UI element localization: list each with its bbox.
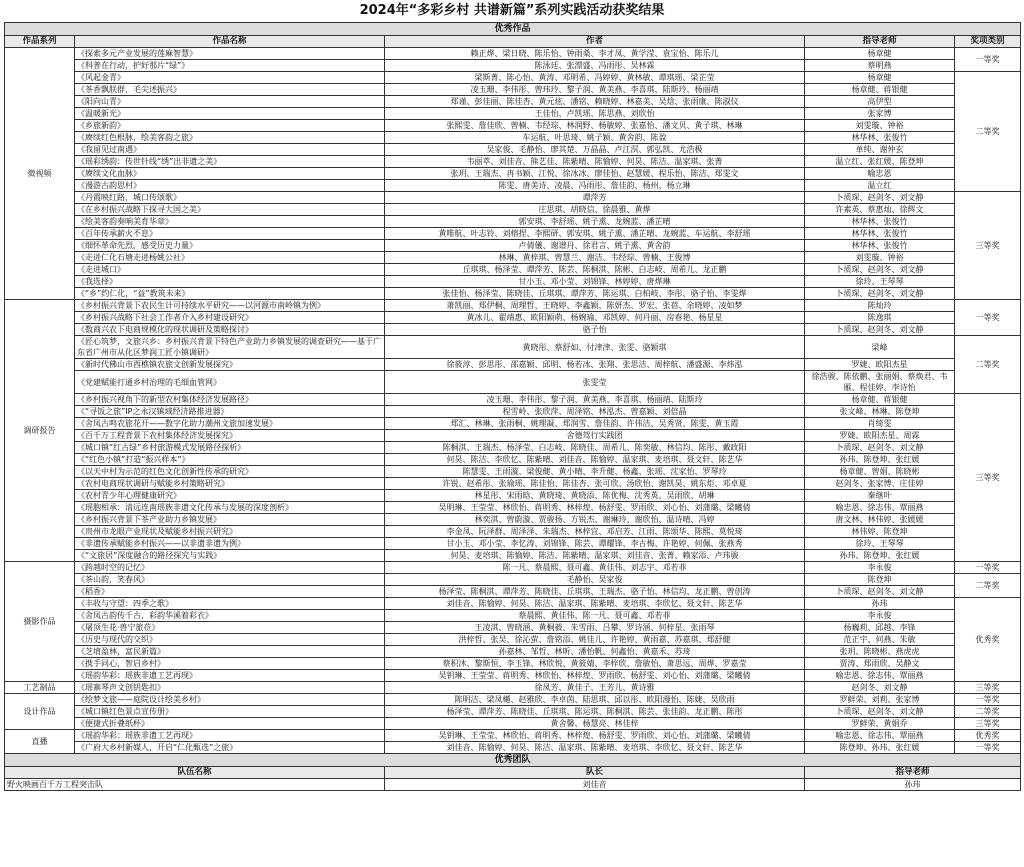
authors-cell: 甘小玉、邓小莹、刘锦锋、林婷婷、唐烨琳 bbox=[385, 276, 805, 288]
authors-cell: 甘小玉、邓小莹、李忆涛、刘锦锋、陈芸、谭耀锋、李古梅、许艳婷、何佩、张燕秀 bbox=[385, 538, 805, 550]
work-name-cell: 《广府大乡村新媒人，开启“仁化甄选”之旅》 bbox=[75, 742, 385, 754]
teachers-cell: 肖绮雯 bbox=[805, 418, 955, 430]
table-row bbox=[5, 312, 1021, 324]
table-row bbox=[5, 371, 1021, 394]
table-row bbox=[5, 610, 1021, 622]
work-name-cell: 《瑶胞相承：清远连南瑶族非遗文化传承与发展的深度剖析》 bbox=[75, 502, 385, 514]
table-row bbox=[5, 598, 1021, 610]
authors-cell: 徐凤芳、黄佳子、王芳儿、黄诗雅 bbox=[385, 682, 805, 694]
work-name-cell: 《乡旅新韵》 bbox=[75, 120, 385, 132]
teachers-cell: 卜质琛、赵剑冬、刘文静 bbox=[805, 264, 955, 276]
award-cell: 一等奖 bbox=[955, 300, 1021, 336]
table-row bbox=[5, 538, 1021, 550]
work-name-cell: 《赓续文化血脉》 bbox=[75, 168, 385, 180]
teachers-cell: 卜质琛、赵剑冬、刘文静 bbox=[805, 192, 955, 204]
table-row bbox=[5, 72, 1021, 84]
teachers-cell: 范正宇、何燕、朱敏 bbox=[805, 634, 955, 646]
teachers-cell: 高伊型 bbox=[805, 96, 955, 108]
table-row bbox=[5, 514, 1021, 526]
teachers-cell: 李永俊 bbox=[805, 562, 955, 574]
work-name-cell: 《科普在行动，护好那片“绿”》 bbox=[75, 60, 385, 72]
award-cell: 三等奖 bbox=[955, 192, 1021, 300]
table-row bbox=[5, 252, 1021, 264]
work-name-cell: 《我留见过南遇》 bbox=[75, 144, 385, 156]
authors-cell: 萧凯丽、郑伊桐、周理哲、王晓婷、李鑫颖、陈妍杰、罗宏、张蓓、余晓婷、凌如梦 bbox=[385, 300, 805, 312]
work-name-cell: 《“寻饭之旅”IP之永汉镇域经济路推进器》 bbox=[75, 406, 385, 418]
teachers-cell: 杨章健、曾娟、陈晓彬 bbox=[805, 466, 955, 478]
work-name-cell: 《丰收与守望：四季之歌》 bbox=[75, 598, 385, 610]
teachers-cell: 卜质琛、赵剑冬、刘文静 bbox=[805, 586, 955, 598]
table-row bbox=[5, 478, 1021, 490]
teachers-cell: 唐文林、林伟婷、张媛媛 bbox=[805, 514, 955, 526]
results-table bbox=[4, 22, 1021, 791]
table-row bbox=[5, 658, 1021, 670]
table-row bbox=[5, 228, 1021, 240]
authors-cell: 梁斯菁、陈心怡、黄涛、邓明希、冯婷婷、黄林敏、谭琪瑶、梁芷莹 bbox=[385, 72, 805, 84]
authors-cell: 陈桐淇、王瑞杰、杨泽莹、白志岐、陈晓佳、周希儿、陈奕敏、林信均、陈彤、戴政阳 bbox=[385, 442, 805, 454]
teachers-cell: 刘雯璇、钟裕 bbox=[805, 120, 955, 132]
work-name-cell: 《在乡村振兴战略下探寻大国之美》 bbox=[75, 204, 385, 216]
teachers-cell: 梁峰 bbox=[805, 336, 955, 359]
work-name-cell: 《芝堉盈林，富民新篇》 bbox=[75, 646, 385, 658]
authors-cell: 张雯莹 bbox=[385, 371, 805, 394]
authors-cell: 舍德驾行实践团 bbox=[385, 430, 805, 442]
teachers-cell: 卜质琛、赵剑冬、刘文静 bbox=[805, 288, 955, 300]
header-series: 作品系列 bbox=[5, 36, 75, 48]
award-cell: 二等奖 bbox=[955, 72, 1021, 192]
work-name-cell: 《绘梦文旅——庭院设计绘美乡村》 bbox=[75, 694, 385, 706]
teachers-cell: 喻忠恩 bbox=[805, 168, 955, 180]
table-row bbox=[5, 240, 1021, 252]
authors-cell: 郑谨、彭佳丽、陈佳杏、黄元炫、潘铭、赖晓婷、林嘉美、吴焓、张雨康、陈淑仪 bbox=[385, 96, 805, 108]
authors-cell: 谭萍芳 bbox=[385, 192, 805, 204]
authors-cell: 毛静怡、吴家俊 bbox=[385, 574, 805, 586]
award-cell: 三等奖 bbox=[955, 682, 1021, 694]
table-row bbox=[5, 168, 1021, 180]
table-row bbox=[5, 120, 1021, 132]
authors-cell: 王佳怡、卢凯瑶、陈思燕、刘欣怡 bbox=[385, 108, 805, 120]
authors-cell: 赖正烨、梁日晓、陈乐怡、钟雨桑、李才凤、黄学滢、袁宝怡、陈乐儿 bbox=[385, 48, 805, 60]
table-row bbox=[5, 216, 1021, 228]
work-name-cell: 《温暖新光》 bbox=[75, 108, 385, 120]
table-row bbox=[5, 562, 1021, 574]
teachers-cell: 陈登坤 bbox=[805, 574, 955, 586]
teachers-cell: 杨章健、蒋银健 bbox=[805, 84, 955, 96]
work-name-cell: 《“乡”约仁化，“益”教筑未来》 bbox=[75, 288, 385, 300]
table-row bbox=[5, 550, 1021, 562]
work-name-cell: 《探索多元产业发展的莲麻智慧》 bbox=[75, 48, 385, 60]
award-cell: 一等奖 bbox=[955, 48, 1021, 72]
table-row bbox=[5, 454, 1021, 466]
authors-cell: 吴明琳、王莹莹、林欣怡、蒋明秀、林梓煌、杨舒雯、罗雨欣、刘心怡、刘蒲璐、梁曦倩 bbox=[385, 502, 805, 514]
teachers-cell: 陈灿玲 bbox=[805, 300, 955, 312]
authors-cell: 黄晓彤、蔡舒如、付津津、张雯、骆颖琪 bbox=[385, 336, 805, 359]
section-title-teams: 优秀团队 bbox=[5, 754, 1021, 767]
table-row bbox=[5, 96, 1021, 108]
series-cell: 直播 bbox=[5, 730, 75, 754]
work-name-cell: 《乡村振兴视角下的新型农村集体经济发展路径》 bbox=[75, 394, 385, 406]
award-cell: 优秀奖 bbox=[955, 730, 1021, 742]
work-name-cell: 《稻香》 bbox=[75, 586, 385, 598]
authors-cell: 陈一凡、蔡晨熙、聂可鑫、黄佳伟、刘志宇、邓若菲 bbox=[385, 562, 805, 574]
work-name-cell: 《百年传承薪火不息》 bbox=[75, 228, 385, 240]
table-row bbox=[5, 359, 1021, 371]
teachers-cell: 徐玲、王琴琴 bbox=[805, 538, 955, 550]
table-row bbox=[5, 48, 1021, 60]
teachers-cell: 林华林、张俊竹 bbox=[805, 240, 955, 252]
authors-cell: 孙嘉林、邹哲、林昕、潘怡帆、何鑫怡、黄嘉禾、苏琦 bbox=[385, 646, 805, 658]
header-authors: 作者 bbox=[385, 36, 805, 48]
award-cell: 一等奖 bbox=[955, 742, 1021, 754]
table-row bbox=[5, 730, 1021, 742]
teachers-cell: 罗婕、欧阳杰星、周霖 bbox=[805, 430, 955, 442]
authors-cell: 何昊、陈洁、李欣忆、陈紫晴、刘佳音、陈愉婷、温家琪、麦培琪、聂文轩、陈艺华 bbox=[385, 454, 805, 466]
work-name-cell: 《农村电商现状调研与赋能乡村策略研究》 bbox=[75, 478, 385, 490]
work-name-cell: 《贵州市龙眼产业现状及赋能乡村振兴研究》 bbox=[75, 526, 385, 538]
teachers-cell: 杨章健 bbox=[805, 72, 955, 84]
authors-cell: 蔡积沐、黎斯恒、李玉锋、林欣悦、黄筱婧、李梓欣、詹敏怡、萧思远、周烨、罗嘉莹 bbox=[385, 658, 805, 670]
authors-cell: 张玥、王瑞杰、冉书颖、江悦、徐冰冰、廖佳怡、赵慧媛、程乐怡、陈洁、郑雯文 bbox=[385, 168, 805, 180]
authors-cell: 杨泽莹、谭萍芳、陈晓佳、丘琪琪、陈运琪、陈桐淇、陈芸、张佳韵、龙正鹏、陈彤 bbox=[385, 706, 805, 718]
work-name-cell: 《数商兴农下电商规模化的现状调研及策略探讨》 bbox=[75, 324, 385, 336]
teachers-cell: 徐玲、王琴琴 bbox=[805, 276, 955, 288]
authors-cell: 林星彤、宋雨晗、黄晓琦、黄晓添、陈优梅、沈秀英、吴雨欣、胡琳 bbox=[385, 490, 805, 502]
work-name-cell: 《“文旅居”深度融合的路径探究与实践》 bbox=[75, 550, 385, 562]
table-row bbox=[5, 288, 1021, 300]
authors-cell: 林奕淇、曾蔚漩、贾骏扬、方锐杰、谢琳玲、谢欣怡、温诗晴、冯婷 bbox=[385, 514, 805, 526]
table-row bbox=[5, 60, 1021, 72]
table-row bbox=[5, 670, 1021, 682]
work-name-cell: 《农村青少年心理健康研究》 bbox=[75, 490, 385, 502]
authors-cell: 杨泽莹、陈桐淇、谭萍芳、陈晓佳、丘琪琪、王瑞杰、骆子怡、林信均、龙正鹏、曾创涛 bbox=[385, 586, 805, 598]
award-cell: 三等奖 bbox=[955, 394, 1021, 562]
header-team-teacher: 指导老师 bbox=[805, 767, 1021, 779]
work-name-cell: 《党建赋能打通乡村治理的毛细血管网》 bbox=[75, 371, 385, 394]
authors-cell: 韦丽萃、刘佳音、熊艺佳、陈紫晴、陈愉婷、何昊、陈洁、温家琪、张菁 bbox=[385, 156, 805, 168]
teachers-cell: 张玥、陈晓彬、燕虎虎 bbox=[805, 646, 955, 658]
teachers-cell: 陈登坤、孙玮、张红媛 bbox=[805, 742, 955, 754]
teachers-cell: 喻忠恩、徐志伟、覃丽燕 bbox=[805, 502, 955, 514]
authors-cell: 卢倩儀、谢谱丹、徐君言、姚子熏、黄舍韵 bbox=[385, 240, 805, 252]
authors-cell: 蔡晨熙、黄佳伟、陈一凡、聂可鑫、邓若菲 bbox=[385, 610, 805, 622]
work-name-cell: 《细怀革命先烈，感受历史力量》 bbox=[75, 240, 385, 252]
page-title: 2024年“多彩乡村 共谱新篇”系列实践活动获奖结果 bbox=[359, 3, 665, 18]
teachers-cell: 卜质琛、赵剑冬、刘文静 bbox=[805, 442, 955, 454]
award-cell: 一等奖 bbox=[955, 694, 1021, 706]
work-name-cell: 《乡村振兴背景下农民生计可持续水平研究——以河源市南岭镇为例》 bbox=[75, 300, 385, 312]
authors-cell: 张熙雯、詹佳欣、曾楠、韦经琮、林润野、杨敏婷、张嘉怡、潘文贝、黄子琪、林琳 bbox=[385, 120, 805, 132]
teachers-cell: 孙玮、陈登坤、张红媛 bbox=[805, 550, 955, 562]
table-row bbox=[5, 706, 1021, 718]
authors-cell: 程雪岭、张欣萍、周泽铭、林泓杰、曾嘉颖、刘倍晶 bbox=[385, 406, 805, 418]
table-row bbox=[5, 192, 1021, 204]
teachers-cell: 林华林、张俊竹 bbox=[805, 132, 955, 144]
teachers-cell: 林华林、张俊竹 bbox=[805, 228, 955, 240]
authors-cell: 陈雯、唐美诗、凌晨、冯雨彤、詹佳韵、杨州、杨立琳 bbox=[385, 180, 805, 192]
work-name-cell: 《风起金青》 bbox=[75, 72, 385, 84]
table-row bbox=[5, 490, 1021, 502]
table-row bbox=[5, 406, 1021, 418]
teachers-cell: 赵剑冬、张家博、庄佳婷 bbox=[805, 478, 955, 490]
series-cell: 工艺制品 bbox=[5, 682, 75, 694]
table-row bbox=[5, 430, 1021, 442]
authors-cell: 许锐、赵希彤、张瑜瑶、陈佳怡、陈佳杏、张可欣、汤欣怡、谢凯昊、姚东炬、邓卓夏 bbox=[385, 478, 805, 490]
header-team-leader: 队长 bbox=[385, 767, 805, 779]
header-award: 奖项类别 bbox=[955, 36, 1021, 48]
table-row bbox=[5, 526, 1021, 538]
work-name-cell: 《乡村振兴战略下社会工作者介入乡村建设研究》 bbox=[75, 312, 385, 324]
authors-cell: 陈泳廷、张漂盛、冯雨彤、吴林霖 bbox=[385, 60, 805, 72]
award-cell: 一等奖 bbox=[955, 562, 1021, 574]
work-name-cell: 《便捷式折叠纸杯》 bbox=[75, 718, 385, 730]
header-team-name: 队伍名称 bbox=[5, 767, 385, 779]
authors-cell: 凌玉珊、李伟彤、曾玮玲、黎子润、黄美燕、李喜琪、陆斯玲、杨丽靖 bbox=[385, 84, 805, 96]
work-name-cell: 《丹霞映红路，城口传颂歌》 bbox=[75, 192, 385, 204]
teachers-cell: 温立红、张红媛、陈登坤 bbox=[805, 156, 955, 168]
table-row bbox=[5, 300, 1021, 312]
work-name-cell: 《以天中村为示范的红色文化创新性传承的研究》 bbox=[75, 466, 385, 478]
teachers-cell: 杨章健、蒋银健 bbox=[805, 394, 955, 406]
authors-cell: 王凌淇、曾晓涵、黄桐毅、朱雪雨、吕攀、罗诗涵、何梓星、张雨琴 bbox=[385, 622, 805, 634]
teachers-cell: 罗婕、欧阳杰星 bbox=[805, 359, 955, 371]
work-name-cell: 《新时代佛山市西樵镇农旅文创新发展探究》 bbox=[75, 359, 385, 371]
work-name-cell: 《舍凤古鸣农旅花开——数字化助力潮州文旅加速发展》 bbox=[75, 418, 385, 430]
table-row bbox=[5, 682, 1021, 694]
teachers-cell: 温立红 bbox=[805, 180, 955, 192]
team-teacher-cell: 孙玮 bbox=[805, 779, 1021, 791]
authors-cell: 庄思琪、胡晓信、徐晨雅、黄烨 bbox=[385, 204, 805, 216]
table-row bbox=[5, 204, 1021, 216]
table-row bbox=[5, 646, 1021, 658]
table-row bbox=[5, 336, 1021, 359]
work-name-cell: 《漫游古韵思村》 bbox=[75, 180, 385, 192]
authors-cell: 李金凤、阮泽群、周泽泽、朱瑞杰、林梓宜、邓启芳、江雨、陈颂华、陈熙、莫悦琦 bbox=[385, 526, 805, 538]
award-cell: 二等奖 bbox=[955, 706, 1021, 718]
page bbox=[4, 0, 1020, 791]
authors-cell: 陈慧雯、王雨漩、梁俊健、黄小晴、李升健、杨鑫、张瑶、沈家怡、罗琴玲 bbox=[385, 466, 805, 478]
table-row bbox=[5, 418, 1021, 430]
series-cell: 调研报告 bbox=[5, 300, 75, 562]
table-row bbox=[5, 394, 1021, 406]
work-name-cell: 《瑶韵华彩：瑶族非遗工艺再现》 bbox=[75, 730, 385, 742]
table-row bbox=[5, 622, 1021, 634]
authors-cell: 郭安琪、李舒瑶、姚子熏、龙婉蓝、潘芷晴 bbox=[385, 216, 805, 228]
table-row bbox=[5, 586, 1021, 598]
table-row bbox=[5, 180, 1021, 192]
table-row bbox=[5, 276, 1021, 288]
series-cell: 摄影作品 bbox=[5, 562, 75, 682]
series-cell: 微视频 bbox=[5, 48, 75, 300]
work-name-cell: 《乡村振兴背景下茶产业助力乡镇发展》 bbox=[75, 514, 385, 526]
authors-cell: 黄唯航、叶志铃、刘榕捏、李熙研、郭安琪、姚子熏、潘芷晴、龙婉蓝、车运航、李舒瑶 bbox=[385, 228, 805, 240]
section-title-works: 优秀作品 bbox=[5, 23, 1021, 36]
table-row bbox=[5, 742, 1021, 754]
teachers-cell: 赵剑冬、刘文静 bbox=[805, 682, 955, 694]
work-name-cell: 《百千万工程背景下农村集体经济发展探究》 bbox=[75, 430, 385, 442]
work-name-cell: 《我选择》 bbox=[75, 276, 385, 288]
work-name-cell: 《“红色小镇”打造“振兴样本”》 bbox=[75, 454, 385, 466]
authors-cell: 凌玉珊、李伟彤、黎子润、黄美燕、李喜琪、杨丽靖、陆斯玲 bbox=[385, 394, 805, 406]
teachers-cell: 徐浩骏、陈依鹏、张丽娟、蔡焕君、韦雁、程佳婷、李诗怡 bbox=[805, 371, 955, 394]
work-name-cell: 《茶山韵，笑春风》 bbox=[75, 574, 385, 586]
teachers-cell: 卜质琛、赵剑冬、刘文静 bbox=[805, 324, 955, 336]
authors-cell: 郑汇、林琳、张雨桐、姚理凝、郑润雪、詹佳韵、许伟洁、吴秀贤、陈雯、黄玉霞 bbox=[385, 418, 805, 430]
award-cell: 二等奖 bbox=[955, 336, 1021, 394]
table-row bbox=[5, 718, 1021, 730]
work-name-cell: 《屠顶生花·兽宁旅莅》 bbox=[75, 622, 385, 634]
table-row bbox=[5, 442, 1021, 454]
teachers-cell: 李永俊 bbox=[805, 610, 955, 622]
teachers-cell: 林华林、张俊竹 bbox=[805, 216, 955, 228]
header-work-name: 作品名称 bbox=[75, 36, 385, 48]
teachers-cell: 喻忠恩、徐志伟、覃丽燕 bbox=[805, 670, 955, 682]
work-name-cell: 《城口镇“红古绿”乡村旅游模式发展路径探析》 bbox=[75, 442, 385, 454]
table-row bbox=[5, 324, 1021, 336]
teachers-cell: 喻忠恩、徐志伟、覃丽燕 bbox=[805, 730, 955, 742]
work-name-cell: 《城口镇红色景点宣传册》 bbox=[75, 706, 385, 718]
authors-cell: 徐筱淳、彭思彤、邵嘉颖、邱明、杨若冰、张翔、张思洁、周梓航、潘盛源、李炜泓 bbox=[385, 359, 805, 371]
authors-cell: 刘佳音、陈愉婷、何昊、陈洁、温家琪、陈紫晴、麦培琪、李欣忆、聂文轩、陈艺华 bbox=[385, 742, 805, 754]
authors-cell: 吴家俊、毛静怡、廖其楚、万晶晶、卢江溟、郭弘凯、尤浩极 bbox=[385, 144, 805, 156]
teachers-cell: 张文峰、林琳、陈登坤 bbox=[805, 406, 955, 418]
work-name-cell: 《跨越时空的记忆》 bbox=[75, 562, 385, 574]
work-name-cell: 《携手同心，智启乡村》 bbox=[75, 658, 385, 670]
authors-cell: 黄舍馨、杨慧亮、林佳梓 bbox=[385, 718, 805, 730]
teachers-cell: 张家博 bbox=[805, 108, 955, 120]
teachers-cell: 贾涛、郑雨欣、吴静文 bbox=[805, 658, 955, 670]
work-name-cell: 《瑶寨琴声文创钥匙扣》 bbox=[75, 682, 385, 694]
series-cell: 设计作品 bbox=[5, 694, 75, 730]
teachers-cell: 刘雯璇、钟裕 bbox=[805, 252, 955, 264]
header-teachers: 指导老师 bbox=[805, 36, 955, 48]
authors-cell: 黄冰儿、翟靖惠、欧阳颖萌、杨婉瑜、邓凯婷、何丹丽、房春艳、杨星星 bbox=[385, 312, 805, 324]
teachers-cell: 孙玮 bbox=[805, 598, 955, 610]
teachers-cell: 蔡明燕 bbox=[805, 60, 955, 72]
work-name-cell: 《非遗传承赋能乡村振兴——以非遗非遗为例》 bbox=[75, 538, 385, 550]
authors-cell: 车运航、叶思琦、姚子颖、黄舍韵、陈盈 bbox=[385, 132, 805, 144]
teachers-cell: 杨章健 bbox=[805, 48, 955, 60]
teachers-cell: 孙玮、陈登坤、张红媛 bbox=[805, 454, 955, 466]
table-row bbox=[5, 84, 1021, 96]
authors-cell: 骆子怡 bbox=[385, 324, 805, 336]
teachers-cell: 单纯、谢仲玄 bbox=[805, 144, 955, 156]
teachers-cell: 杨巍莉、邱越、李锋 bbox=[805, 622, 955, 634]
work-name-cell: 《历史与现代的交织》 bbox=[75, 634, 385, 646]
table-row bbox=[5, 144, 1021, 156]
award-cell: 二等奖 bbox=[955, 574, 1021, 598]
authors-cell: 陈明洁、梁凤樾、赵雅欣、李卓茵、陆思琪、邱以彤、欧阳漫怡、陈婕、吴欣雨 bbox=[385, 694, 805, 706]
work-name-cell: 《走进城口》 bbox=[75, 264, 385, 276]
award-cell: 优秀奖 bbox=[955, 598, 1021, 682]
award-cell: 三等奖 bbox=[955, 718, 1021, 730]
teachers-cell: 陈逸琪 bbox=[805, 312, 955, 324]
authors-cell: 丘琪琪、杨泽莹、谭萍芳、陈芸、陈桐淇、陈彬、白志岐、周希儿、龙正鹏 bbox=[385, 264, 805, 276]
authors-cell: 吴钥琳、王莹莹、林欣怡、蒋明秀、林梓煌、杨舒雯、罗雨欣、刘心怡、刘蒲璐、梁曦倩 bbox=[385, 730, 805, 742]
work-name-cell: 《舍凤古韵传千古，彩韵华溪着彩衣》 bbox=[75, 610, 385, 622]
table-row bbox=[5, 634, 1021, 646]
teachers-cell: 卜质琛、赵剑冬、刘文静 bbox=[805, 706, 955, 718]
teachers-cell: 罗鲜荣、刘莉、张家博 bbox=[805, 694, 955, 706]
table-row bbox=[5, 574, 1021, 586]
table-row bbox=[5, 108, 1021, 120]
teachers-cell: 罗鲜荣、黄娟乔 bbox=[805, 718, 955, 730]
work-name-cell: 《赓续红色根脉，绘美客韵之旅》 bbox=[75, 132, 385, 144]
authors-cell: 刘佳音、陈愉婷、何昊、陈洁、温家琪、陈紫晴、麦培琪、李欣忆、聂文轩、陈艺华 bbox=[385, 598, 805, 610]
teachers-cell: 许素英、蔡惠灿、徐辉文 bbox=[805, 204, 955, 216]
table-row bbox=[5, 694, 1021, 706]
work-name-cell: 《瑶彩绣韵：传世针线“绣”出非遗之美》 bbox=[75, 156, 385, 168]
work-name-cell: 《绘美客韵奏响美育华章》 bbox=[75, 216, 385, 228]
work-name-cell: 《匠心筑梦，文旅兴乡：乡村振兴背景下特色产业助力乡镇发展的调查研究——基于广东省广州市从化区梦润工匠小镇调研》 bbox=[75, 336, 385, 359]
table-row bbox=[5, 156, 1021, 168]
work-name-cell: 《阳向山青》 bbox=[75, 96, 385, 108]
authors-cell: 洪梓哲、张吴、徐沁萤、詹铭添、姚佳儿、许艳婷、黄雨嘉、苏嘉琪、郑舒健 bbox=[385, 634, 805, 646]
table-row bbox=[5, 502, 1021, 514]
authors-cell: 林琳、黄梓琪、曾慧兰、谢洁、韦经琮、曾楠、王俊博 bbox=[385, 252, 805, 264]
work-name-cell: 《茶香飘朕群，毛尖述振兴》 bbox=[75, 84, 385, 96]
team-leader-cell: 刘佳音 bbox=[385, 779, 805, 791]
teachers-cell: 林伟婷、陈登坤 bbox=[805, 526, 955, 538]
authors-cell: 吴钥琳、王莹莹、蒋明秀、林欣怡、林梓煌、罗雨欣、杨舒雯、刘心怡、刘蒲璐、梁曦倩 bbox=[385, 670, 805, 682]
team-name-cell: 野火映画百千万工程突击队 bbox=[5, 779, 385, 791]
table-row bbox=[5, 466, 1021, 478]
teachers-cell: 秦继叶 bbox=[805, 490, 955, 502]
work-name-cell: 《瑶韵华彩：瑶族非遗工艺再现》 bbox=[75, 670, 385, 682]
table-row bbox=[5, 264, 1021, 276]
work-name-cell: 《走进仁化石塘走进杨姚公社》 bbox=[75, 252, 385, 264]
table-row bbox=[5, 132, 1021, 144]
authors-cell: 何昊、麦培琪、陈愉婷、陈洁、陈紫晴、温家琪、刘佳音、张菁、赖家添、卢玮骏 bbox=[385, 550, 805, 562]
authors-cell: 张佳怡、杨泽莹、陈晓佳、丘琪琪、谭萍芳、陈运琪、白柏岐、李彤、骆子怡、李雯烨 bbox=[385, 288, 805, 300]
table-row bbox=[5, 779, 1021, 791]
